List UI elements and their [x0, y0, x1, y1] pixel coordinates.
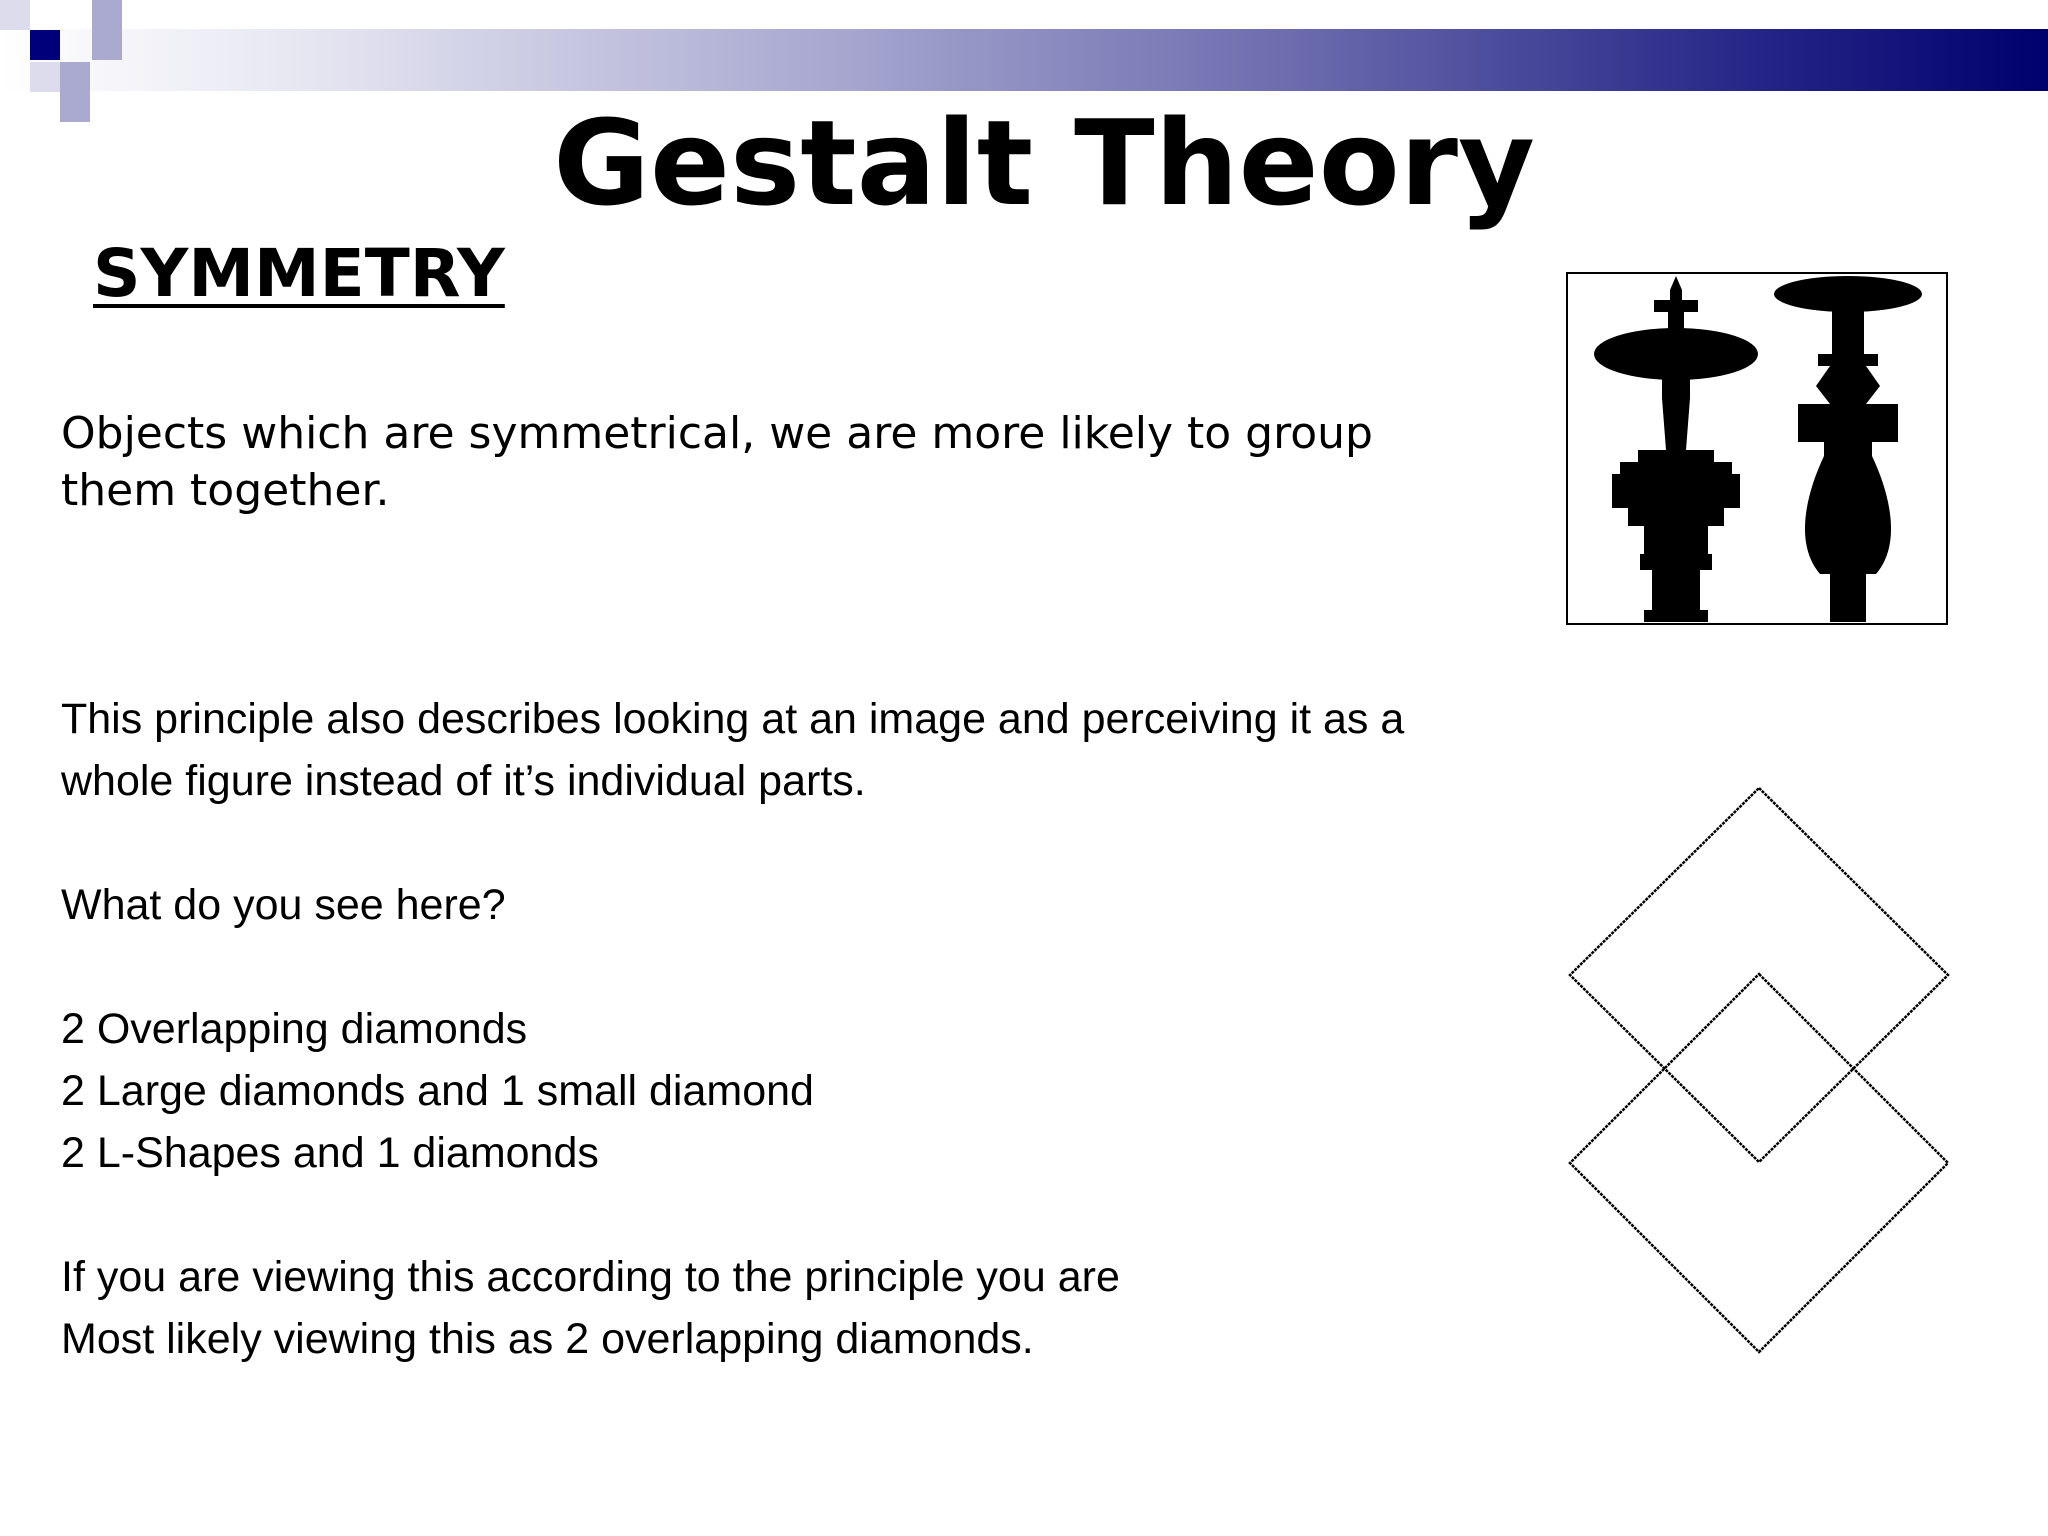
right-piece-silhouette	[1774, 276, 1922, 622]
question-text: What do you see here?	[61, 881, 506, 929]
conclusion-line-1: If you are viewing this according to the principle you are	[61, 1253, 1120, 1301]
corner-square	[60, 62, 90, 92]
intro-text: Objects which are symmetrical, we are more likely to group them together.	[61, 408, 1373, 516]
corner-square	[0, 0, 30, 30]
corner-square	[30, 30, 60, 60]
principle-line-2: whole figure instead of it’s individual parts.	[61, 757, 866, 805]
diamonds-image	[1566, 780, 1956, 1360]
chess-silhouette-image	[1568, 274, 1946, 623]
option-text: 2 Large diamonds and 1 small diamond	[61, 1067, 814, 1115]
slide-title: Gestalt Theory	[553, 94, 1535, 232]
overlapping-diamonds-figure	[1566, 780, 1956, 1360]
corner-square	[92, 0, 122, 30]
principle-line-1: This principle also describes looking at an image and perceiving it as a	[61, 695, 1405, 743]
corner-square	[30, 62, 60, 92]
chess-silhouette-figure	[1566, 272, 1948, 625]
corner-square	[92, 30, 122, 60]
section-heading: SYMMETRY	[93, 235, 505, 312]
conclusion-line-2: Most likely viewing this as 2 overlapping diamonds.	[61, 1315, 1034, 1363]
option-text: 2 L-Shapes and 1 diamonds	[61, 1129, 599, 1177]
left-piece-silhouette	[1594, 276, 1758, 622]
header-gradient-bar	[0, 29, 2048, 91]
option-text: 2 Overlapping diamonds	[61, 1005, 528, 1053]
